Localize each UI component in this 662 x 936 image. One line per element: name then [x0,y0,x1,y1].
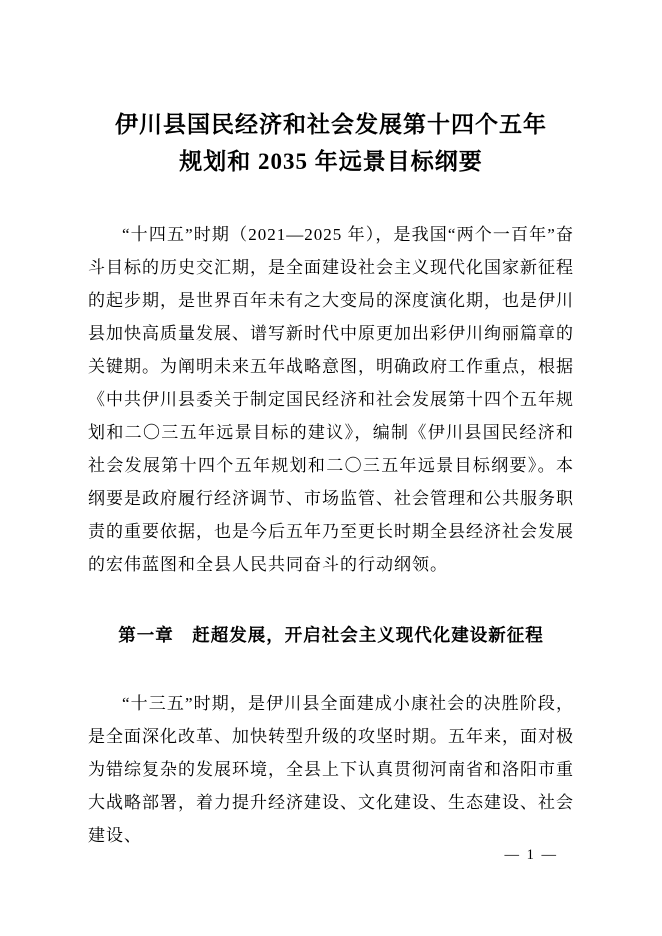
document-title [88,106,574,180]
paragraph-chapter-one: “十三五”时期，是伊川县全面建成小康社会的决胜阶段，是全面深化改革、加快转型升级的攻坚时期。五年来，面对极为错综复杂的发展环境，全县上下认真贯彻河南省和洛阳市重大战略部署，着力提升经济建设、文化建设、生态建设、社会建设、 [88,694,574,845]
document-title-line1: 伊川县国民经济和社会发展第十四个五年 [115,112,547,137]
document-title-line2: 规划和 2035 年远景目标纲要 [179,149,483,174]
chapter-one-heading: 第一章 赶超发展，开启社会主义现代化建设新征程 [118,625,544,645]
paragraph-preamble: “十四五”时期（2021—2025 年），是我国“两个一百年”奋斗目标的历史交汇期，是全面建设社会主义现代化国家新征程的起步期，是世界百年未有之大变局的深度演化期，也是伊川县加快高质量发展、谱写新时代中原更加出彩伊川绚丽篇章的关键期。为阐明未来五年战略意图，明确政府工作重点，根据《中共伊川县委关于制定国民经济和社会发展第十四个五年规划和二〇三五年远景目标的建议》，编制《伊川县国民经济和社会发展第十四个五年规划和二〇三五年远景目标纲要》。本纲要是政府履行经济调节、市场监管、社会管理和公共服务职责的重要依据，也是今后五年乃至更长时期全县经济社会发展的宏伟蓝图和全县人民共同奋斗的行动纲领。 [88,225,574,574]
page-number: — 1 — [504,847,558,863]
